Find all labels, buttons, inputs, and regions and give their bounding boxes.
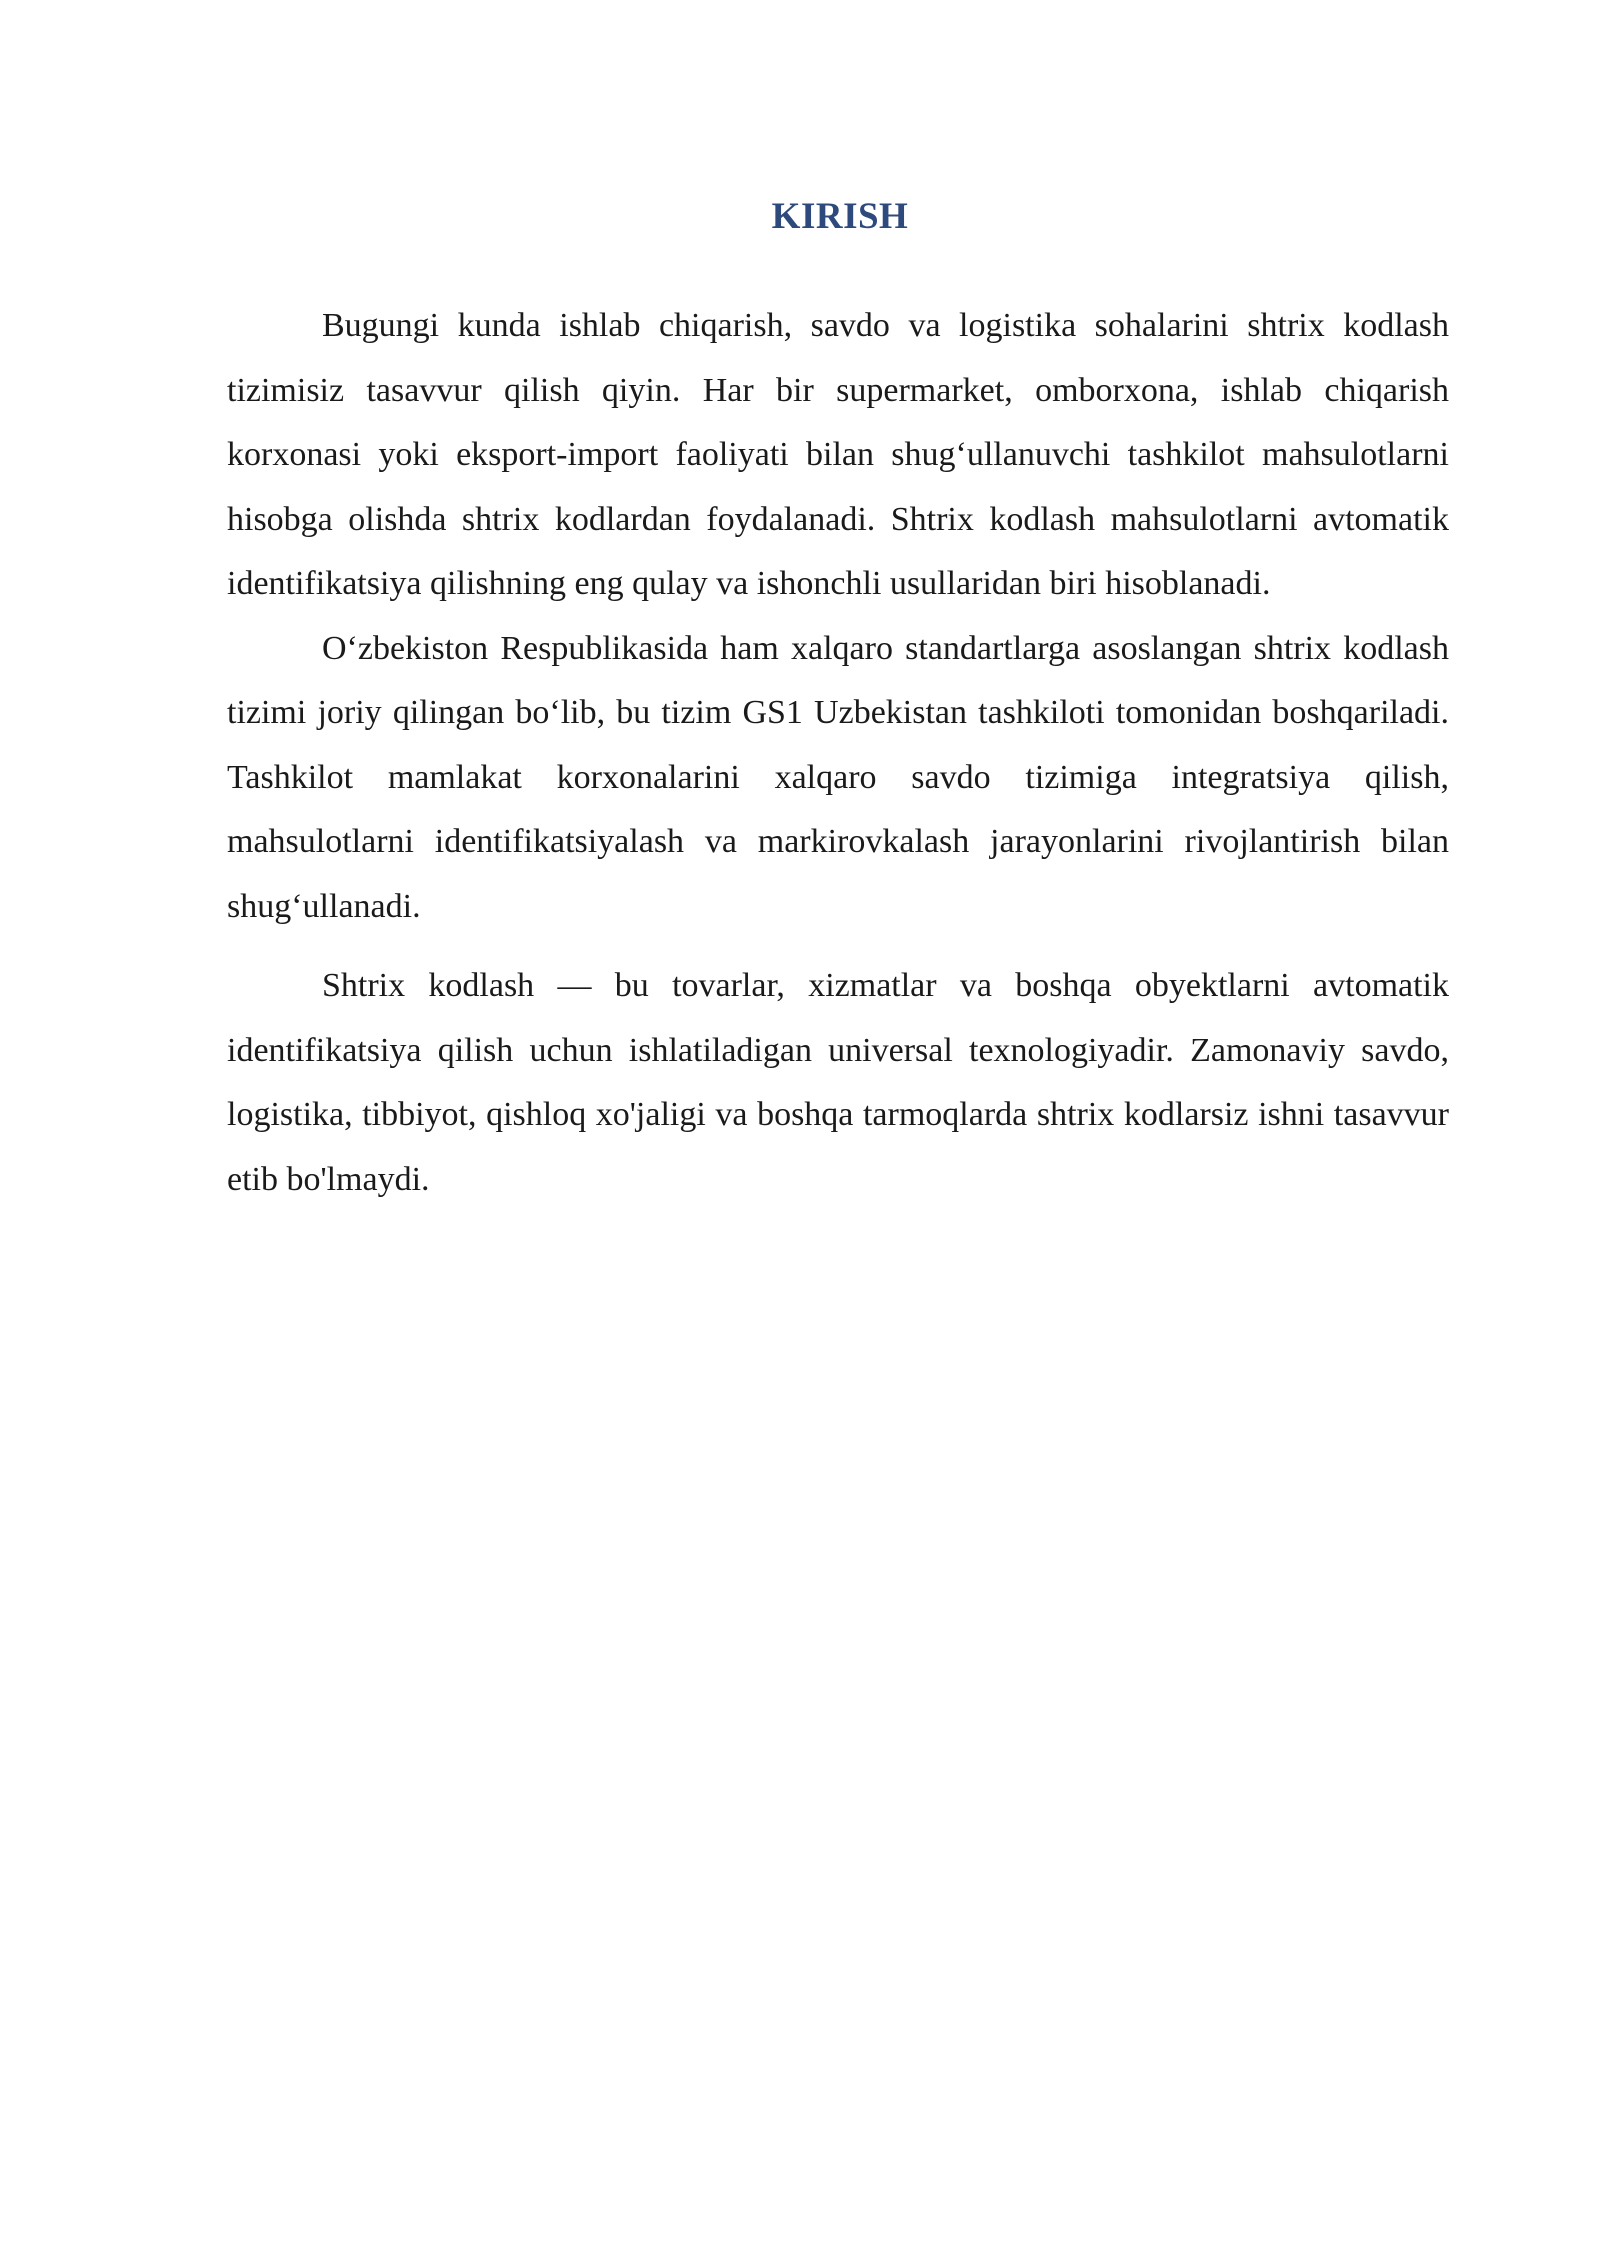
page-title: KIRISH: [771, 196, 909, 237]
document-body: [227, 294, 1449, 1212]
paragraph-3: Shtrix kodlash — bu tovarlar, xizmatlar va boshqa obyektlarni avtomatik identifikatsiya qilish uchun ishlatiladigan universal texnologiyadir. Zamonaviy savdo, logistika, tibbiyot, qishloq xo'jaligi va boshqa tarmoqlarda shtrix kodlarsiz ishni tasavvur etib bo'lmaydi.: [227, 967, 1449, 1198]
paragraph-1: Bugungi kunda ishlab chiqarish, savdo va logistika sohalarini shtrix kodlash tizimisiz tasavvur qilish qiyin. Har bir supermarket, omborxona, ishlab chiqarish korxonasi yoki eksport-import faoliyati bilan shug‘ullanuvchi tashkilot mahsulotlarni hisobga olishda shtrix kodlardan foydalanadi. Shtrix kodlash mahsulotlarni avtomatik identifikatsiya qilishning eng qulay va ishonchli usullaridan biri hisoblanadi.: [227, 307, 1449, 602]
paragraph-2: O‘zbekiston Respublikasida ham xalqaro standartlarga asoslangan shtrix kodlash tizimi joriy qilingan bo‘lib, bu tizim GS1 Uzbekistan tashkiloti tomonidan boshqariladi. Tashkilot mamlakat korxonalarini xalqaro savdo tizimiga integratsiya qilish, mahsulotlarni identifikatsiyalash va markirovkalash jarayonlarini rivojlantirish bilan shug‘ullanadi.: [227, 629, 1449, 925]
